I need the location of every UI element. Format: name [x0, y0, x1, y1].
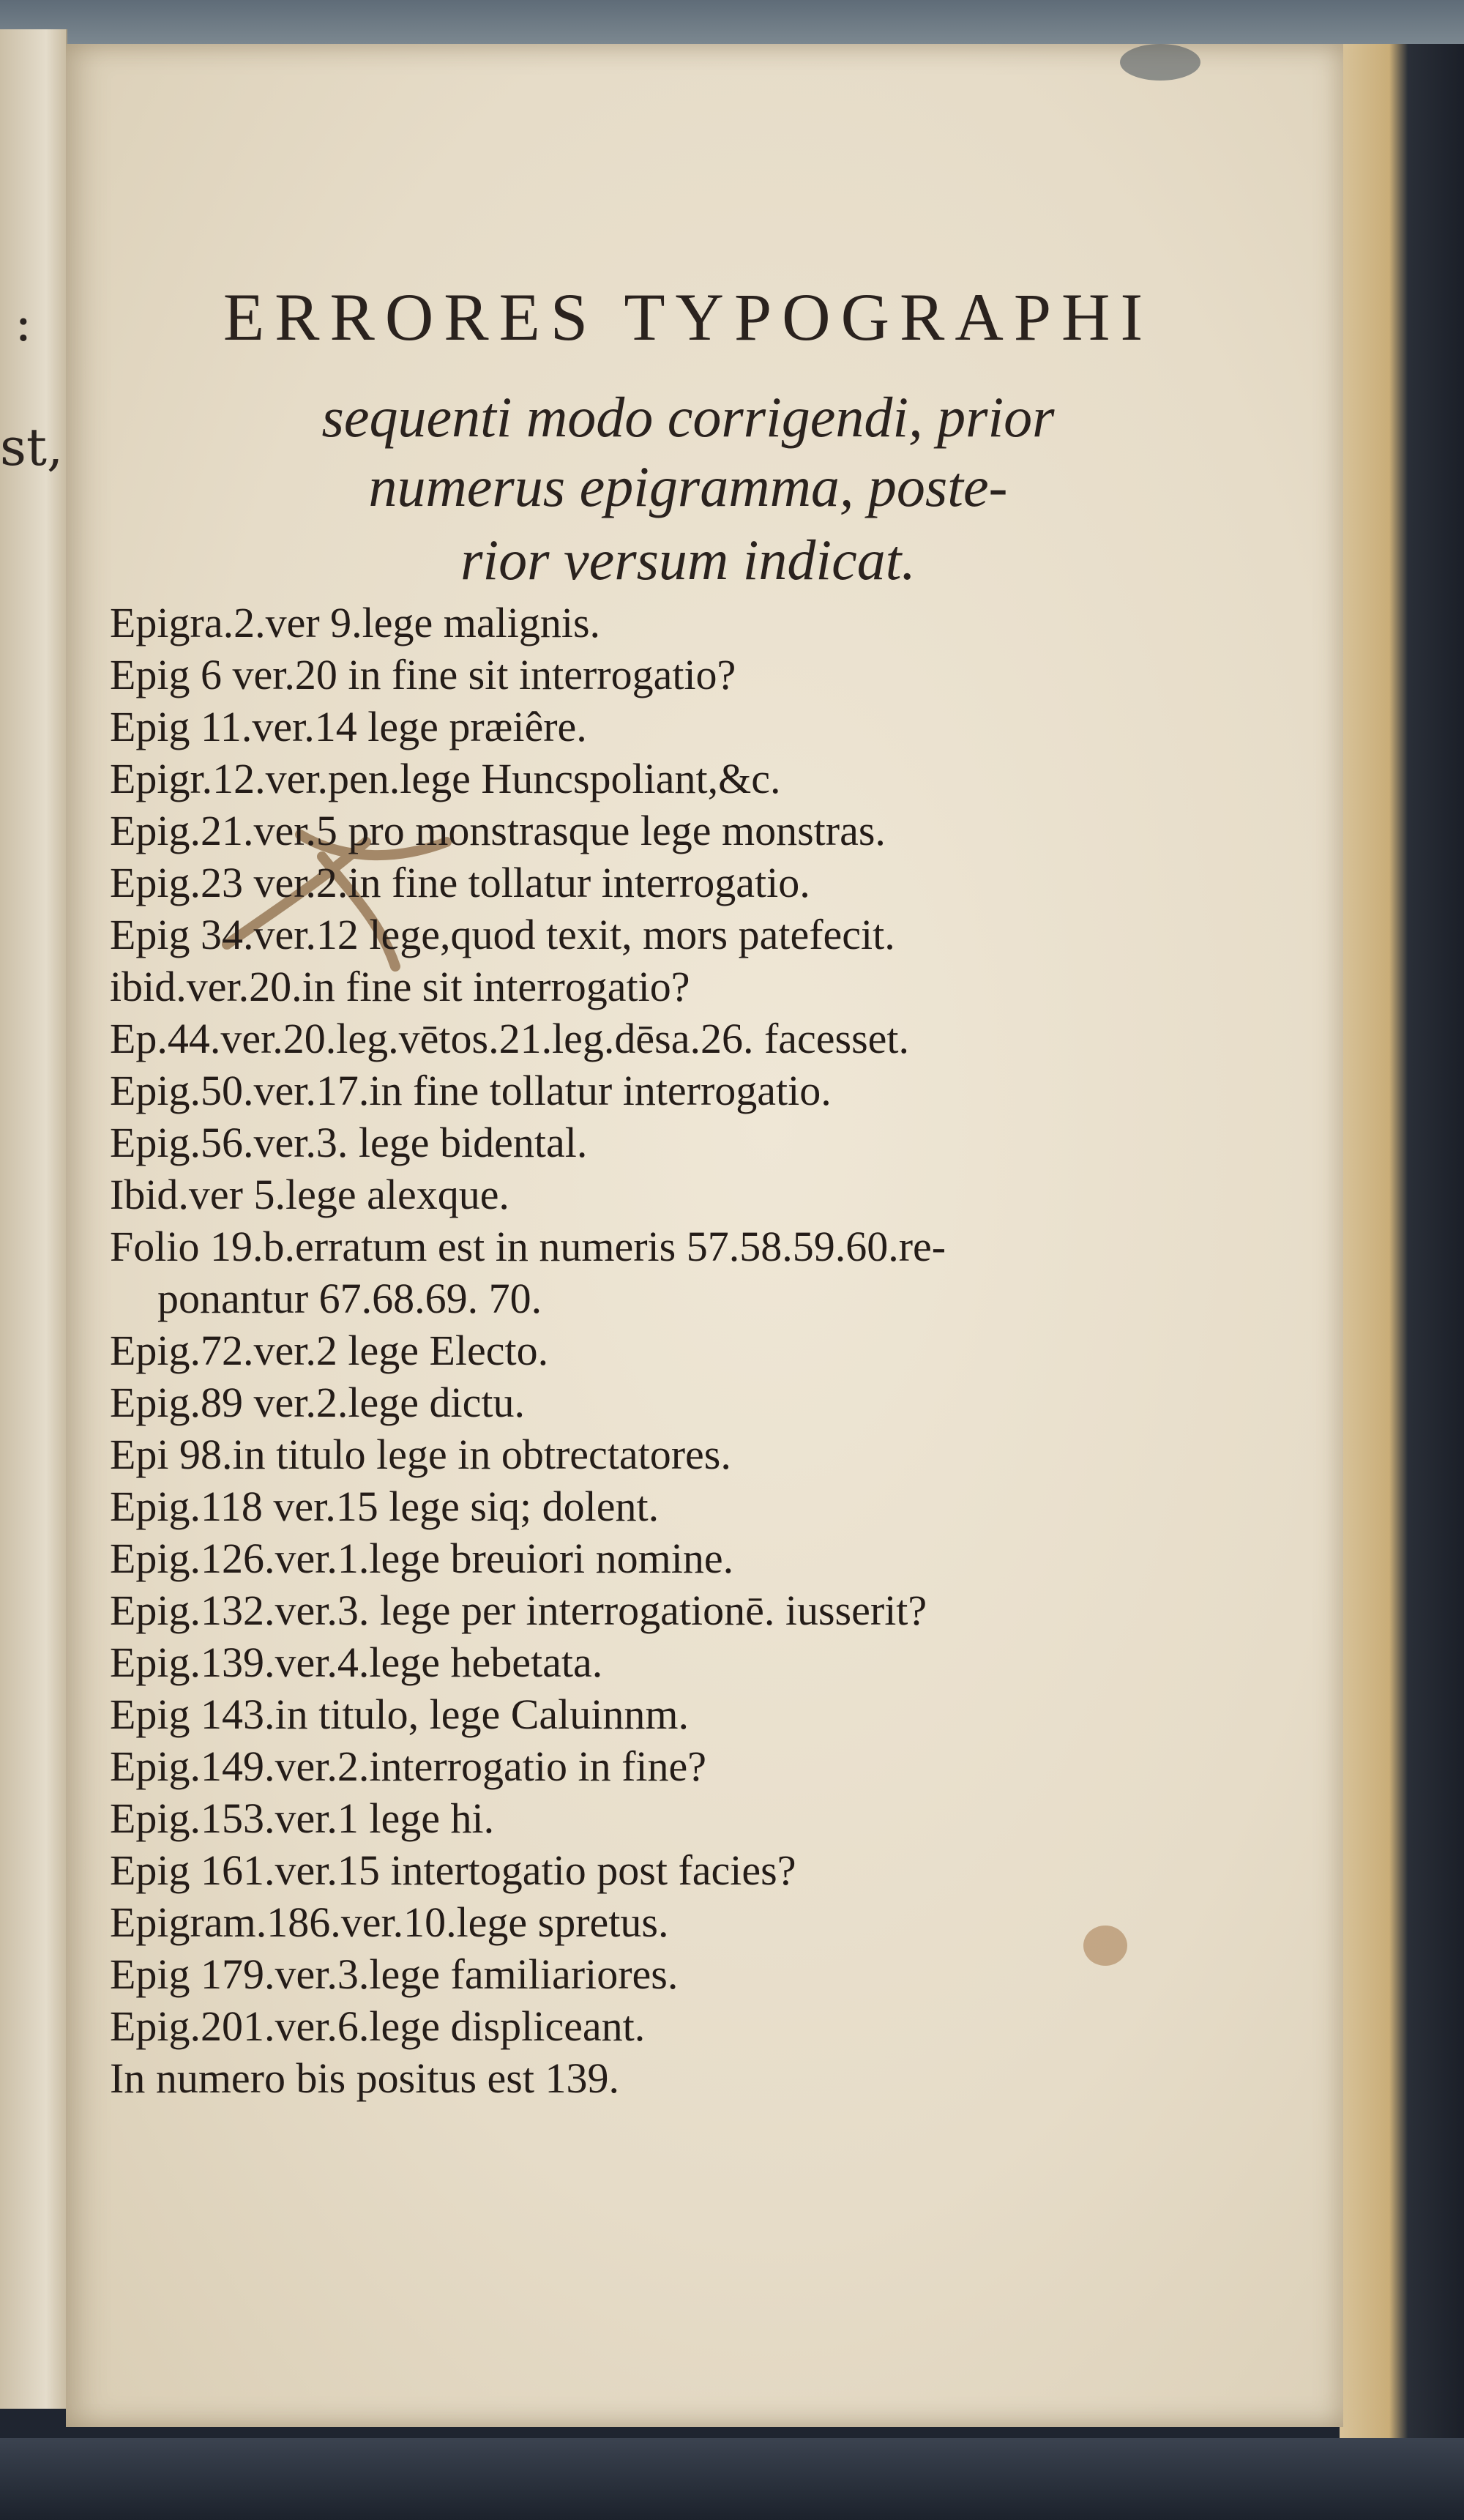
errata-entry: Epig.23 ver.2.in fine tollatur interrogatio. — [110, 859, 810, 906]
errata-entry: Epig 143.in titulo, lege Caluinnm. — [110, 1690, 689, 1738]
errata-entry: Epigr.12.ver.pen.lege Huncspoliant,&c. — [110, 755, 781, 802]
errata-entry: Folio 19.b.erratum est in numeris 57.58.59.60.re- — [110, 1223, 946, 1270]
errata-entry: Ep.44.ver.20.leg.vētos.21.leg.dēsa.26. facesset. — [110, 1015, 910, 1062]
errata-entry: Epig 34.ver.12 lege,quod texit, mors patefecit. — [110, 911, 895, 958]
errata-entry: ibid.ver.20.in fine sit interrogatio? — [110, 963, 690, 1010]
errata-entry: Epig.132.ver.3. lege per interrogationē. iusserit? — [110, 1587, 927, 1634]
errata-entry: Epig 11.ver.14 lege præiêre. — [110, 703, 587, 750]
errata-entry: Epigram.186.ver.10.lege spretus. — [110, 1898, 669, 1946]
errata-entry: Epig.201.ver.6.lege displiceant. — [110, 2002, 646, 2050]
errata-entry: Epig.21.ver.5 pro monstrasque lege monstras. — [110, 807, 886, 854]
errata-entry: In numero bis positus est 139. — [110, 2054, 619, 2102]
errata-entry: Epig 6 ver.20 in fine sit interrogatio? — [110, 651, 736, 698]
subtitle-line: rior versum indicat. — [460, 528, 916, 592]
left-page-fragment: : — [15, 293, 32, 353]
page-heading: ERRORES TYPOGRAPHI — [223, 280, 1154, 354]
errata-entry: Epig.89 ver.2.lege dictu. — [110, 1379, 525, 1426]
subtitle-line: numerus epigramma, poste- — [368, 455, 1008, 518]
errata-entry: Epig.72.ver.2 lege Electo. — [110, 1327, 549, 1374]
errata-entry-continuation: ponantur 67.68.69. 70. — [157, 1275, 542, 1322]
errata-list — [110, 597, 1340, 2104]
background-cloth-bottom — [0, 2438, 1464, 2520]
errata-entry: Epig 179.ver.3.lege familiariores. — [110, 1950, 679, 1998]
errata-entry: Epig.56.ver.3. lege bidental. — [110, 1119, 588, 1166]
subtitle-line: sequenti modo corrigendi, prior — [321, 385, 1055, 449]
errata-entry: Epig.118 ver.15 lege siq; dolent. — [110, 1483, 660, 1530]
book-edge-right — [1340, 44, 1464, 2520]
errata-entry: Ibid.ver 5.lege alexque. — [110, 1171, 509, 1218]
errata-entry: Epig 161.ver.15 intertogatio post facies? — [110, 1846, 796, 1894]
errata-entry: Epig.139.ver.4.lege hebetata. — [110, 1639, 603, 1686]
errata-entry: Epig.126.ver.1.lege breuiori nomine. — [110, 1535, 734, 1582]
left-page-edge — [0, 29, 67, 2409]
ink-stain — [1120, 44, 1200, 81]
errata-entry: Epigra.2.ver 9.lege malignis. — [110, 599, 601, 646]
left-page-fragment: st, — [0, 417, 64, 477]
errata-entry: Epi 98.in titulo lege in obtrectatores. — [110, 1431, 731, 1478]
errata-entry: Epig.50.ver.17.in fine tollatur interrogatio. — [110, 1067, 832, 1114]
errata-entry: Epig.153.ver.1 lege hi. — [110, 1794, 495, 1842]
errata-entry: Epig.149.ver.2.interrogatio in fine? — [110, 1742, 707, 1790]
